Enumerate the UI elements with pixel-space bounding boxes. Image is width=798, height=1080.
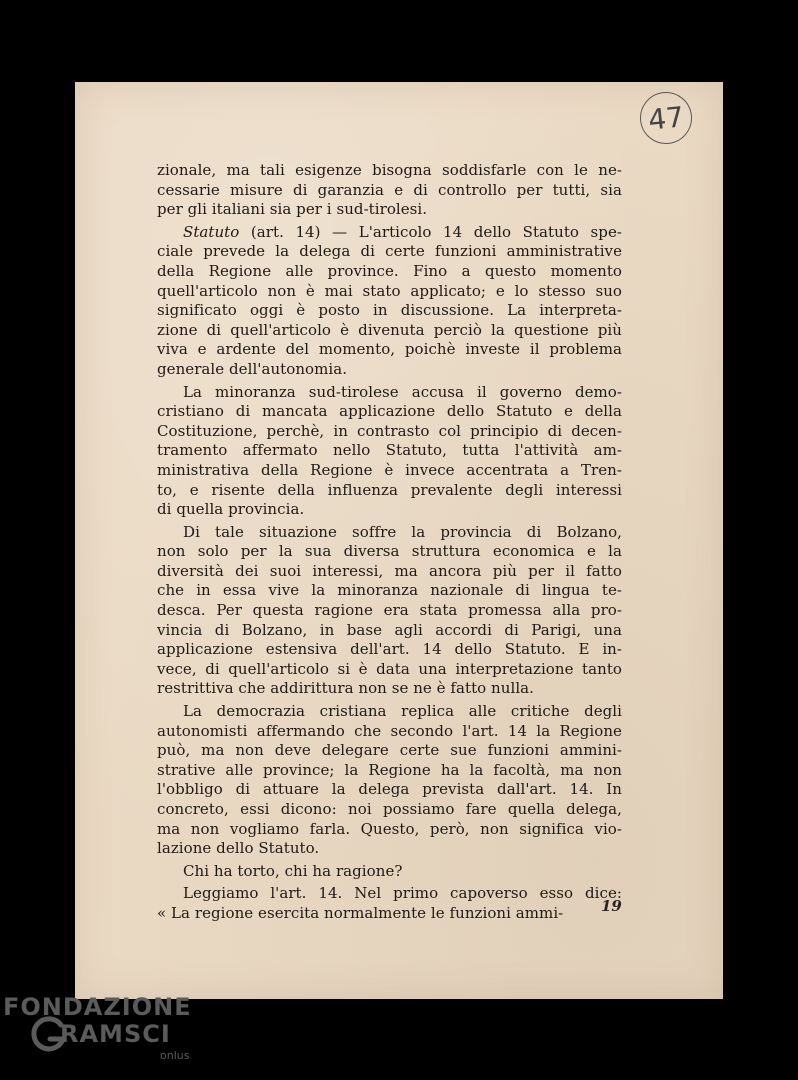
line-text: non solo per la sua diversa struttura economica e la	[157, 542, 622, 561]
line-text: to, e risente della influenza prevalente degli interessi	[157, 480, 622, 499]
line-text: autonomisti affermando che secondo l'art. 14 la Regione	[157, 721, 622, 740]
line-text: vece, di quell'articolo si è data una interpretazione tanto	[157, 659, 622, 678]
text-line	[157, 223, 622, 243]
paragraph	[157, 523, 622, 699]
text-line	[157, 321, 622, 341]
paragraph	[157, 702, 622, 859]
line-text: tramento affermato nello Statuto, tutta l'attività am-	[157, 441, 622, 460]
line-text: viva e ardente del momento, poichè investe il problema	[157, 340, 622, 359]
line-text: per gli italiani sia per i sud-tirolesi.	[157, 200, 428, 219]
line-text: diversità dei suoi interessi, ma ancora più per il fatto	[157, 561, 622, 580]
text-line	[157, 741, 622, 761]
text-line	[157, 581, 622, 601]
document-body-text	[157, 161, 622, 927]
paragraph	[157, 884, 622, 923]
text-line	[157, 181, 622, 201]
text-line	[157, 282, 622, 302]
line-text: (art. 14) — L'articolo 14 dello Statuto spe-	[239, 222, 622, 241]
line-text: che in essa vive la minoranza nazionale di lingua te-	[157, 581, 622, 600]
paragraph	[157, 161, 622, 220]
text-line	[157, 301, 622, 321]
text-line	[157, 542, 622, 562]
text-line	[157, 200, 622, 220]
text-line	[157, 722, 622, 742]
line-text: cessarie misure di garanzia e di controllo per tutti, sia	[157, 180, 622, 199]
text-line	[157, 340, 622, 360]
text-line	[157, 242, 622, 262]
line-text: quell'articolo non è mai stato applicato; e lo stesso suo	[157, 281, 622, 300]
annotation-number: 47	[646, 99, 686, 137]
line-text: strative alle province; la Regione ha la facoltà, ma non	[157, 760, 622, 779]
text-line	[157, 601, 622, 621]
line-text: Di tale situazione soffre la provincia di Bolzano,	[183, 522, 622, 541]
line-text: ma non vogliamo farla. Questo, però, non significa vio-	[157, 819, 622, 838]
line-text: ministrativa della Regione è invece accentrata a Tren-	[157, 460, 622, 479]
line-text: Chi ha torto, chi ha ragione?	[183, 861, 403, 880]
text-line	[157, 884, 622, 904]
text-line	[157, 640, 622, 660]
line-text: l'obbligo di attuare la delega prevista dall'art. 14. In	[157, 780, 622, 799]
text-line	[157, 161, 622, 181]
line-text: desca. Per questa ragione era stata promessa alla pro-	[157, 601, 622, 620]
line-text: « La regione esercita normalmente le funzioni ammi-	[157, 903, 564, 922]
text-line	[157, 383, 622, 403]
line-text: ciale prevede la delega di certe funzioni amministrative	[157, 242, 622, 261]
italic-term: Statuto	[183, 222, 240, 241]
line-text: può, ma non deve delegare certe sue funzioni ammini-	[157, 741, 622, 760]
line-text: della Regione alle province. Fino a questo momento	[157, 261, 622, 280]
line-text: significato oggi è posto in discussione. La interpreta-	[157, 301, 622, 320]
text-line	[157, 402, 622, 422]
line-text: vincia di Bolzano, in base agli accordi di Parigi, una	[157, 620, 622, 639]
paragraph	[157, 223, 622, 380]
text-line	[157, 820, 622, 840]
paragraph	[157, 862, 622, 882]
line-text: cristiano di mancata applicazione dello Statuto e della	[157, 402, 622, 421]
text-line	[157, 800, 622, 820]
text-line	[157, 500, 622, 520]
text-line	[157, 621, 622, 641]
fondazione-gramsci-watermark	[0, 993, 230, 1073]
text-line	[157, 904, 622, 924]
line-text: applicazione estensiva dell'art. 14 dello Statuto. E in-	[157, 640, 622, 659]
watermark-suffix: onlus	[160, 1049, 190, 1062]
paragraph	[157, 383, 622, 520]
line-text: La minoranza sud-tirolese accusa il governo demo-	[183, 382, 622, 401]
text-line	[157, 562, 622, 582]
page-number: 19	[601, 897, 622, 915]
line-text: lazione dello Statuto.	[157, 839, 320, 858]
text-line	[157, 780, 622, 800]
line-text: restrittiva che addirittura non se ne è fatto nulla.	[157, 679, 534, 698]
text-line	[157, 660, 622, 680]
line-text: Costituzione, perchè, in contrasto col principio di decen-	[157, 421, 622, 440]
text-line	[157, 679, 622, 699]
line-text: generale dell'autonomia.	[157, 359, 348, 378]
text-line	[157, 702, 622, 722]
text-line	[157, 481, 622, 501]
watermark-line-2: RAMSCI	[60, 1020, 171, 1048]
text-line	[157, 262, 622, 282]
text-line	[157, 523, 622, 543]
text-line	[157, 862, 622, 882]
line-text: concreto, essi dicono: noi possiamo fare quella delega,	[157, 800, 622, 818]
text-line	[157, 761, 622, 781]
line-text: di quella provincia.	[157, 500, 305, 519]
line-text: zionale, ma tali esigenze bisogna soddisfarle con le ne-	[157, 161, 622, 179]
text-line	[157, 461, 622, 481]
watermark-line-1: FONDAZIONE	[3, 993, 192, 1021]
line-text: Leggiamo l'art. 14. Nel primo capoverso esso dice:	[183, 884, 622, 903]
text-line	[157, 441, 622, 461]
line-text: La democrazia cristiana replica alle critiche degli	[183, 702, 622, 721]
line-text: zione di quell'articolo è divenuta perciò la questione più	[157, 320, 622, 339]
text-line	[157, 422, 622, 442]
text-line	[157, 360, 622, 380]
text-line	[157, 839, 622, 859]
